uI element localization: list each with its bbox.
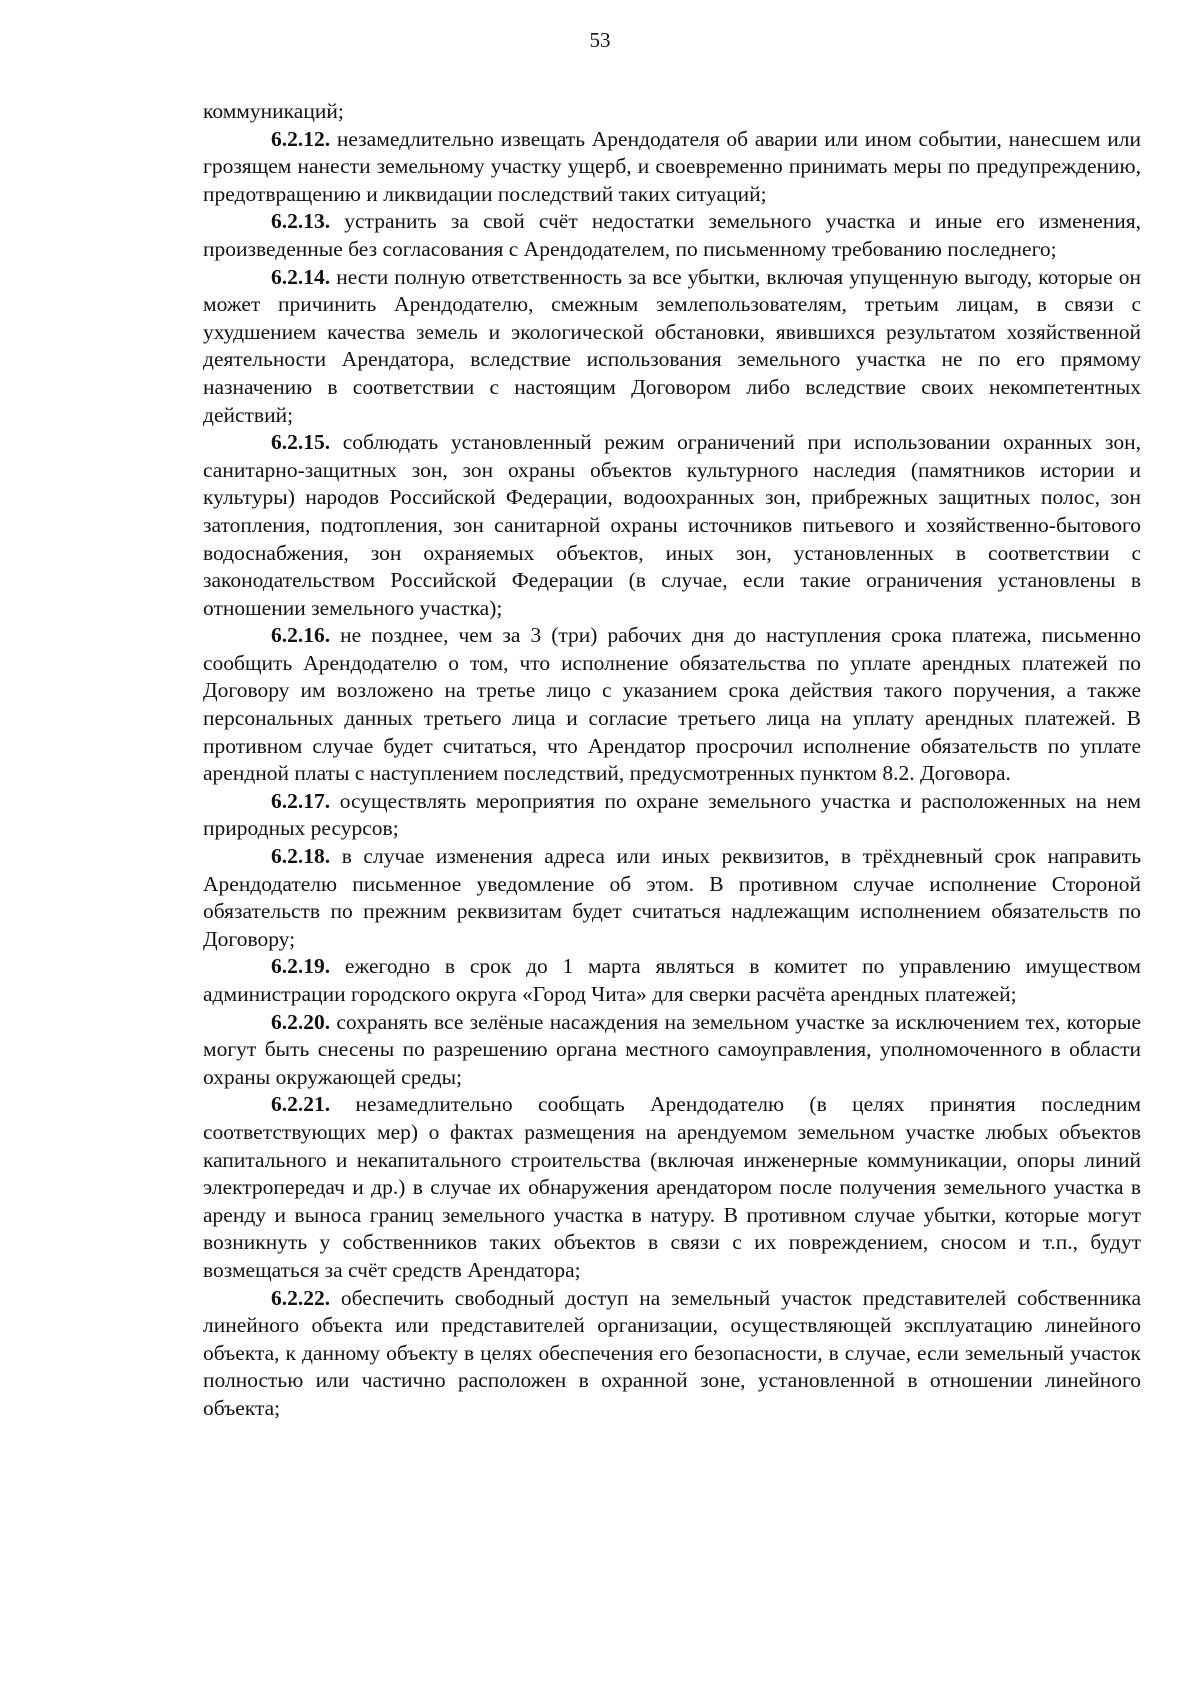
- clause-6-2-13: [203, 208, 1141, 263]
- clause-text: сохранять все зелёные насаждения на земельном участке за исключением тех, которые могут быть снесены по разрешению органа местного самоуправления, уполномоченного в области охраны окружающей среды;: [203, 1009, 1141, 1089]
- clause-6-2-14: [203, 264, 1141, 430]
- clause-6-2-21: [203, 1091, 1141, 1284]
- clause-text: устранить за свой счёт недостатки земельного участка и иные его изменения, произведенные без согласования с Арендодателем, по письменному требованию последнего;: [203, 209, 1142, 261]
- clause-number: 6.2.21.: [271, 1092, 331, 1117]
- clause-6-2-12: [203, 126, 1141, 209]
- clause-6-2-22: [203, 1285, 1141, 1423]
- page-number: 53: [589, 28, 611, 52]
- clause-number: 6.2.15.: [271, 430, 331, 455]
- clause-number: 6.2.19.: [271, 954, 331, 979]
- clause-number: 6.2.17.: [271, 788, 331, 813]
- clause-6-2-15: [203, 429, 1141, 622]
- document-body: [203, 98, 1141, 1423]
- clause-text: нести полную ответственность за все убытки, включая упущенную выгоду, которые он может причинить Арендодателю, смежным землепользователям, третьим лицам, в связи с ухудшением качества земель и экологической обстановки, явившихся результатом хозяйственной деятельности Арендатора, вследствие использования земельного участка не по его прямому назначению в соответствии с настоящим Договором либо вследствие своих некомпетентных действий;: [203, 264, 1141, 427]
- clause-text: незамедлительно извещать Арендодателя об аварии или ином событии, нанесшем или грозящем нанести земельному участку ущерб, и своевременно принимать меры по предупреждению, предотвращению и ликвидации последствий таких ситуаций;: [203, 126, 1142, 206]
- clause-number: 6.2.18.: [271, 844, 331, 869]
- clause-number: 6.2.12.: [271, 126, 331, 151]
- clause-number: 6.2.16.: [271, 623, 331, 648]
- clause-text: ежегодно в срок до 1 марта являться в комитет по управлению имуществом администрации городского округа «Город Чита» для сверки расчёта арендных платежей;: [203, 954, 1141, 1006]
- clause-number: 6.2.13.: [271, 209, 331, 234]
- clause-6-2-19: [203, 953, 1141, 1008]
- clause-6-2-20: [203, 1009, 1141, 1092]
- clause-text: не позднее, чем за 3 (три) рабочих дня до наступления срока платежа, письменно сообщить Арендодателю о том, что исполнение обязательства по уплате арендных платежей по Договору им возложено на третье лицо с указанием срока действия такого поручения, а также персональных данных третьего лица и согласие третьего лица на уплату арендных платежей. В противном случае будет считаться, что Арендатор просрочил исполнение обязательств по уплате арендной платы с наступлением последствий, предусмотренных пунктом 8.2. Договора.: [203, 623, 1142, 786]
- clause-6-2-17: [203, 788, 1141, 843]
- clause-text: в случае изменения адреса или иных реквизитов, в трёхдневный срок направить Арендодателю письменное уведомление об этом. В противном случае исполнение Стороной обязательств по прежним реквизитам будет считаться надлежащим исполнением обязательств по Договору;: [203, 844, 1141, 951]
- clause-text: обеспечить свободный доступ на земельный участок представителей собственника линейного объекта или представителей организации, осуществляющей эксплуатацию линейного объекта, к данному объекту в целях обеспечения его безопасности, в случае, если земельный участок полностью или частично расположен в охранной зоне, установленной в отношении линейного объекта;: [203, 1285, 1141, 1420]
- clause-text: соблюдать установленный режим ограничений при использовании охранных зон, санитарно-защитных зон, зон охраны объектов культурного наследия (памятников истории и культуры) народов Российской Федерации, водоохранных зон, прибрежных защитных полос, зон затопления, подтопления, зон санитарной охраны источников питьевого и хозяйственно-бытового водоснабжения, зон охраняемых объектов, иных зон, установленных в соответствии с законодательством Российской Федерации (в случае, если такие ограничения установлены в отношении земельного участка);: [203, 430, 1141, 620]
- clause-number: 6.2.14.: [271, 264, 331, 289]
- clause-number: 6.2.20.: [271, 1009, 331, 1034]
- clause-number: 6.2.22.: [271, 1285, 331, 1310]
- clause-text: осуществлять мероприятия по охране земельного участка и расположенных на нем природных ресурсов;: [203, 788, 1142, 841]
- clause-6-2-18: [203, 843, 1141, 953]
- clause-text: незамедлительно сообщать Арендодателю (в целях принятия последним соответствующих мер) о фактах размещения на арендуемом земельном участке любых объектов капитального и некапитального строительства (включая инженерные коммуникации, опоры линий электропередач и др.) в случае их обнаружения арендатором после получения земельного участка в аренду и выноса границ земельного участка в натуру. В противном случае убытки, которые могут возникнуть у собственников таких объектов в связи с их повреждением, сносом и т.п., будут возмещаться за счёт средств Арендатора;: [203, 1092, 1142, 1282]
- clause-6-2-16: [203, 622, 1141, 788]
- continuation-text: коммуникаций;: [203, 99, 344, 123]
